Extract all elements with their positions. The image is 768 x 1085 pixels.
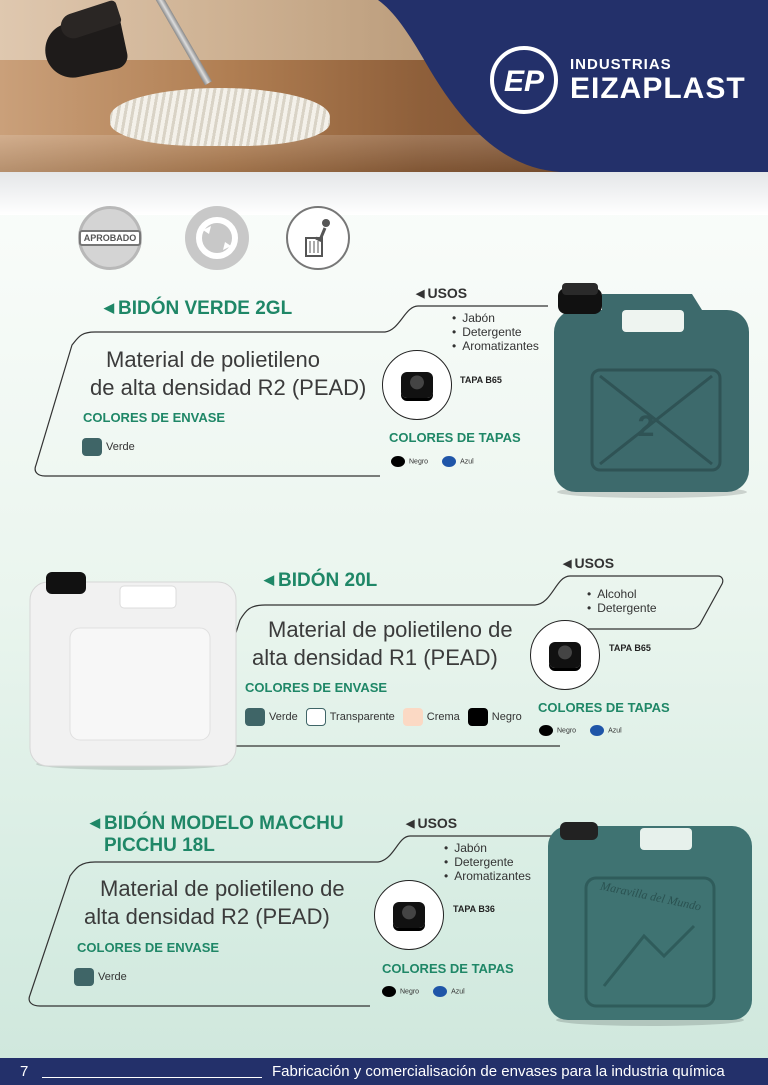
footer-tagline: Fabricación y comercialisación de envases para la industria química — [272, 1063, 725, 1080]
approved-stamp: APROBADO — [79, 230, 142, 246]
product-3-container-colors: Verde — [74, 968, 127, 986]
product-1-title: ◀ BIDÓN VERDE 2GL — [104, 298, 293, 319]
product-2-usos-label: ◀ USOS — [563, 555, 615, 571]
product-1-container-colors: Verde — [82, 438, 135, 456]
brand-line2: EIZAPLAST — [570, 71, 746, 105]
product-3-tapa-label: TAPA B36 — [453, 904, 495, 914]
list-item: • Detergente — [587, 601, 657, 615]
product-3-cap-colors: Negro Azul — [382, 986, 465, 997]
product-2-cap-colors: Negro Azul — [539, 725, 622, 736]
product-3-material: Material de polietileno de alta densidad R2 (PEAD) — [84, 876, 345, 929]
product-3-cap-image — [374, 880, 444, 950]
page-number: 7 — [20, 1063, 29, 1080]
list-item: • Aromatizantes — [444, 869, 531, 883]
list-item: • Aromatizantes — [452, 339, 539, 353]
list-item: • Detergente — [452, 325, 539, 339]
product-1-colores-tapas-label: COLORES DE TAPAS — [389, 430, 521, 445]
list-item: • Jabón — [452, 311, 539, 325]
product-3-colores-tapas-label: COLORES DE TAPAS — [382, 961, 514, 976]
brand-line1: INDUSTRIAS — [570, 55, 672, 73]
product-2-material: Material de polietileno de alta densidad R1 (PEAD) — [252, 617, 513, 670]
product-1-material: Material de polietileno de alta densidad R2 (PEAD) — [90, 347, 367, 400]
product-3-usos-label: ◀ USOS — [406, 815, 458, 831]
product-2-colores-tapas-label: COLORES DE TAPAS — [538, 700, 670, 715]
product-1-usos-label: ◀ USOS — [416, 285, 468, 301]
list-item: • Alcohol — [587, 587, 657, 601]
svg-text:Maravilla del Mundo: Maravilla del Mundo — [599, 878, 703, 914]
color-swatch — [74, 968, 94, 986]
product-2-title: ◀ BIDÓN 20L — [264, 570, 378, 591]
product-2-container-colors: Verde Transparente Crema Negro — [245, 708, 522, 726]
product-1-colores-envase-label: COLORES DE ENVASE — [83, 410, 226, 425]
product-2-tapa-label: TAPA B65 — [609, 643, 651, 653]
product-1-cap-colors: Negro Azul — [391, 456, 474, 467]
svg-text:2: 2 — [637, 410, 655, 443]
product-3-container-image — [544, 816, 756, 1026]
list-item: • Detergente — [444, 855, 531, 869]
product-3-title: ◀ BIDÓN MODELO MACCHU PICCHU 18L — [90, 813, 344, 856]
product-3-colores-envase-label: COLORES DE ENVASE — [77, 940, 220, 955]
footer — [0, 1058, 768, 1085]
product-2-colores-envase-label: COLORES DE ENVASE — [245, 680, 388, 695]
product-3-usos-list — [444, 841, 531, 883]
product-1-tapa-label: TAPA B65 — [460, 375, 502, 385]
list-item: • Jabón — [444, 841, 531, 855]
svg-text:EP: EP — [503, 65, 545, 98]
